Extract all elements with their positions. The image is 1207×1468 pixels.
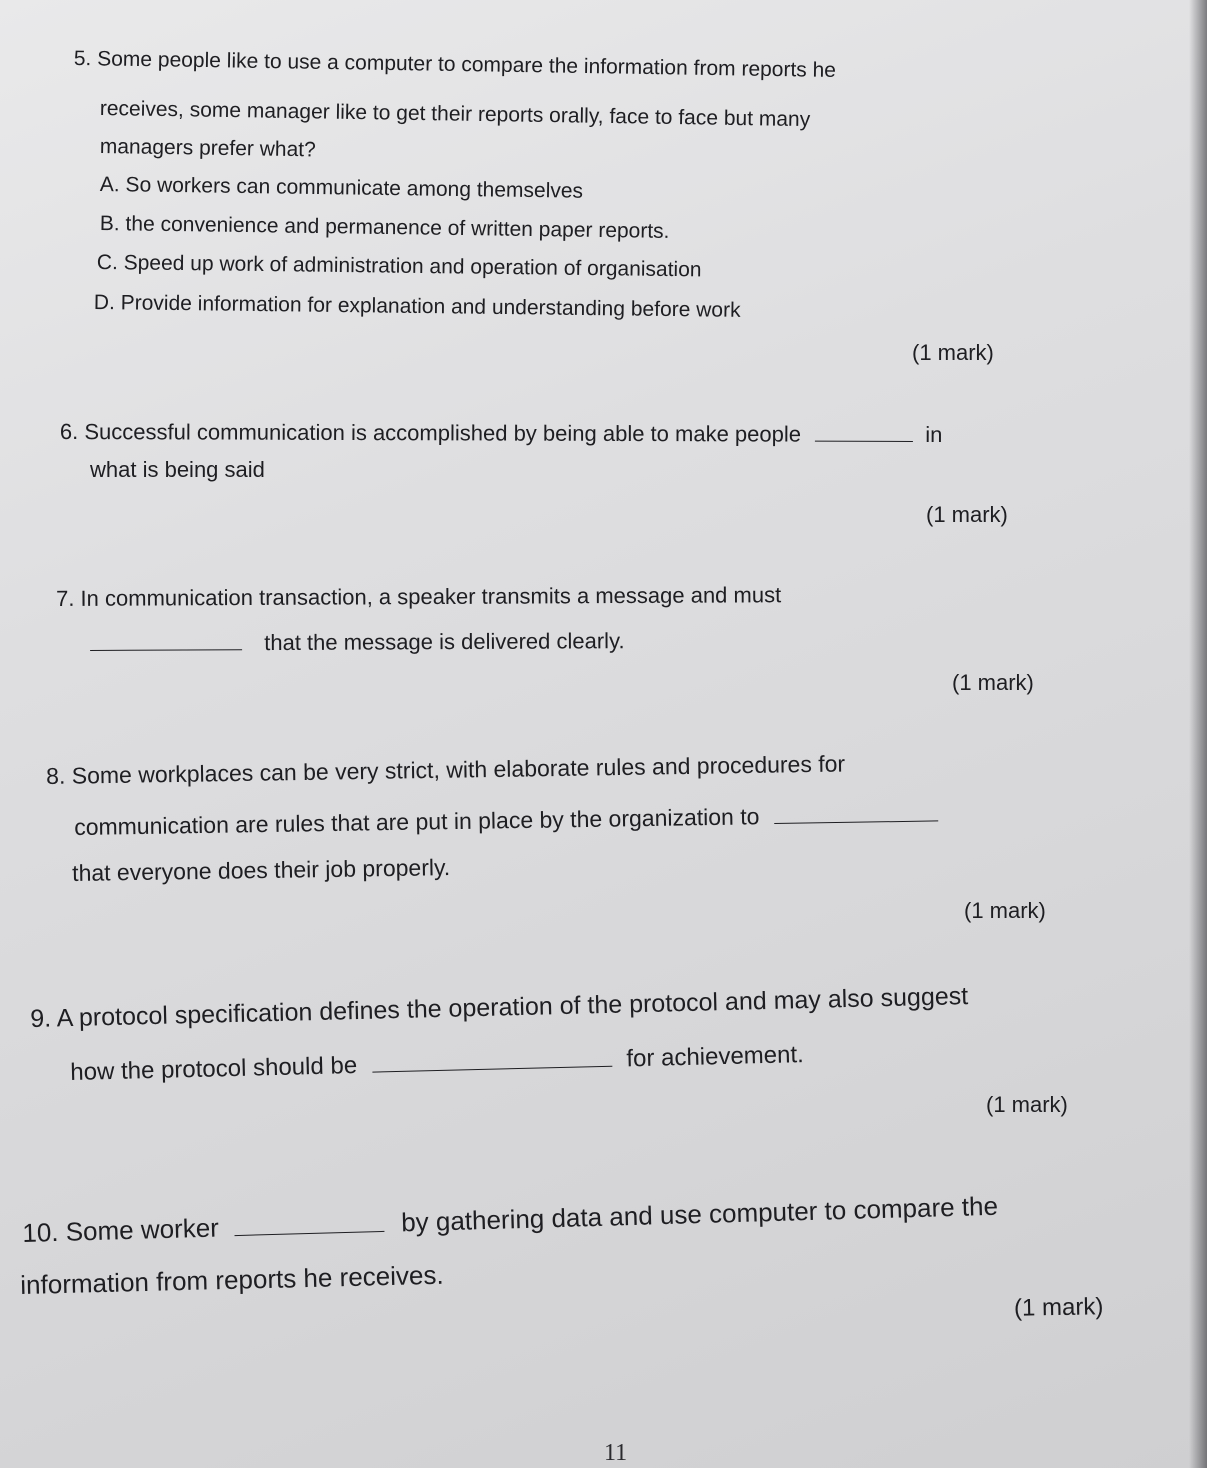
page-edge-shadow <box>1189 0 1207 1468</box>
q6-line-2: what is being said <box>90 457 265 482</box>
q9-line-2-after: for achievement. <box>626 1041 805 1073</box>
q8-line-2 <box>74 800 938 839</box>
q5-mark: (1 mark) <box>912 340 994 365</box>
q9-mark: (1 mark) <box>986 1092 1068 1117</box>
q8-line-3: that everyone does their job properly. <box>71 854 451 886</box>
q10-mark: (1 mark) <box>1013 1293 1104 1322</box>
q8-line-1: 8. Some workplaces can be very strict, with elaborate rules and procedures for <box>45 750 846 789</box>
q10-line-1-after: by gathering data and use computer to compare the <box>400 1190 999 1238</box>
q5-option-c: C. Speed up work of administration and operation of organisation <box>96 251 702 282</box>
q8-mark: (1 mark) <box>964 898 1046 923</box>
q9-answer-blank[interactable] <box>371 1046 611 1073</box>
q8-answer-blank[interactable] <box>774 800 938 824</box>
q7-line-2-text: that the message is delivered clearly. <box>264 628 625 656</box>
q7-mark: (1 mark) <box>952 670 1034 695</box>
q5-option-d: D. Provide information for explanation and understanding before work <box>93 291 741 322</box>
q5-option-b: B. the convenience and permanence of written paper reports. <box>99 212 670 243</box>
q6-line-1 <box>60 418 943 446</box>
q5-line-1: 5. Some people like to use a computer to compare the information from reports he <box>73 47 837 82</box>
q7-line-1: 7. In communication transaction, a speaker transmits a message and must <box>55 582 782 611</box>
q10-line-1 <box>21 1190 999 1248</box>
q10-answer-blank[interactable] <box>234 1211 385 1236</box>
q6-mark: (1 mark) <box>926 502 1008 527</box>
q6-answer-blank[interactable] <box>815 421 913 442</box>
q6-line-1-after: in <box>925 422 943 448</box>
q6-line-1-text: 6. Successful communication is accomplished by being able to make people <box>59 419 802 447</box>
q5-line-3: managers prefer what? <box>99 135 316 162</box>
q10-line-2: information from reports he receives. <box>19 1259 444 1300</box>
q5-option-a: A. So workers can communicate among themselves <box>99 173 584 203</box>
q10-line-1-text: 10. Some worker <box>21 1212 220 1248</box>
q9-line-2 <box>70 1041 804 1085</box>
q9-line-1: 9. A protocol specification defines the operation of the protocol and may also suggest <box>29 982 969 1033</box>
q8-line-2-text: communication are rules that are put in place by the organization to <box>74 803 760 840</box>
q9-line-2-text: how the protocol should be <box>70 1051 358 1086</box>
q5-line-2: receives, some manager like to get their reports orally, face to face but many <box>99 97 811 132</box>
page-number: 11 <box>604 1440 628 1466</box>
q7-answer-blank[interactable] <box>90 629 242 651</box>
q7-line-2 <box>90 627 625 655</box>
